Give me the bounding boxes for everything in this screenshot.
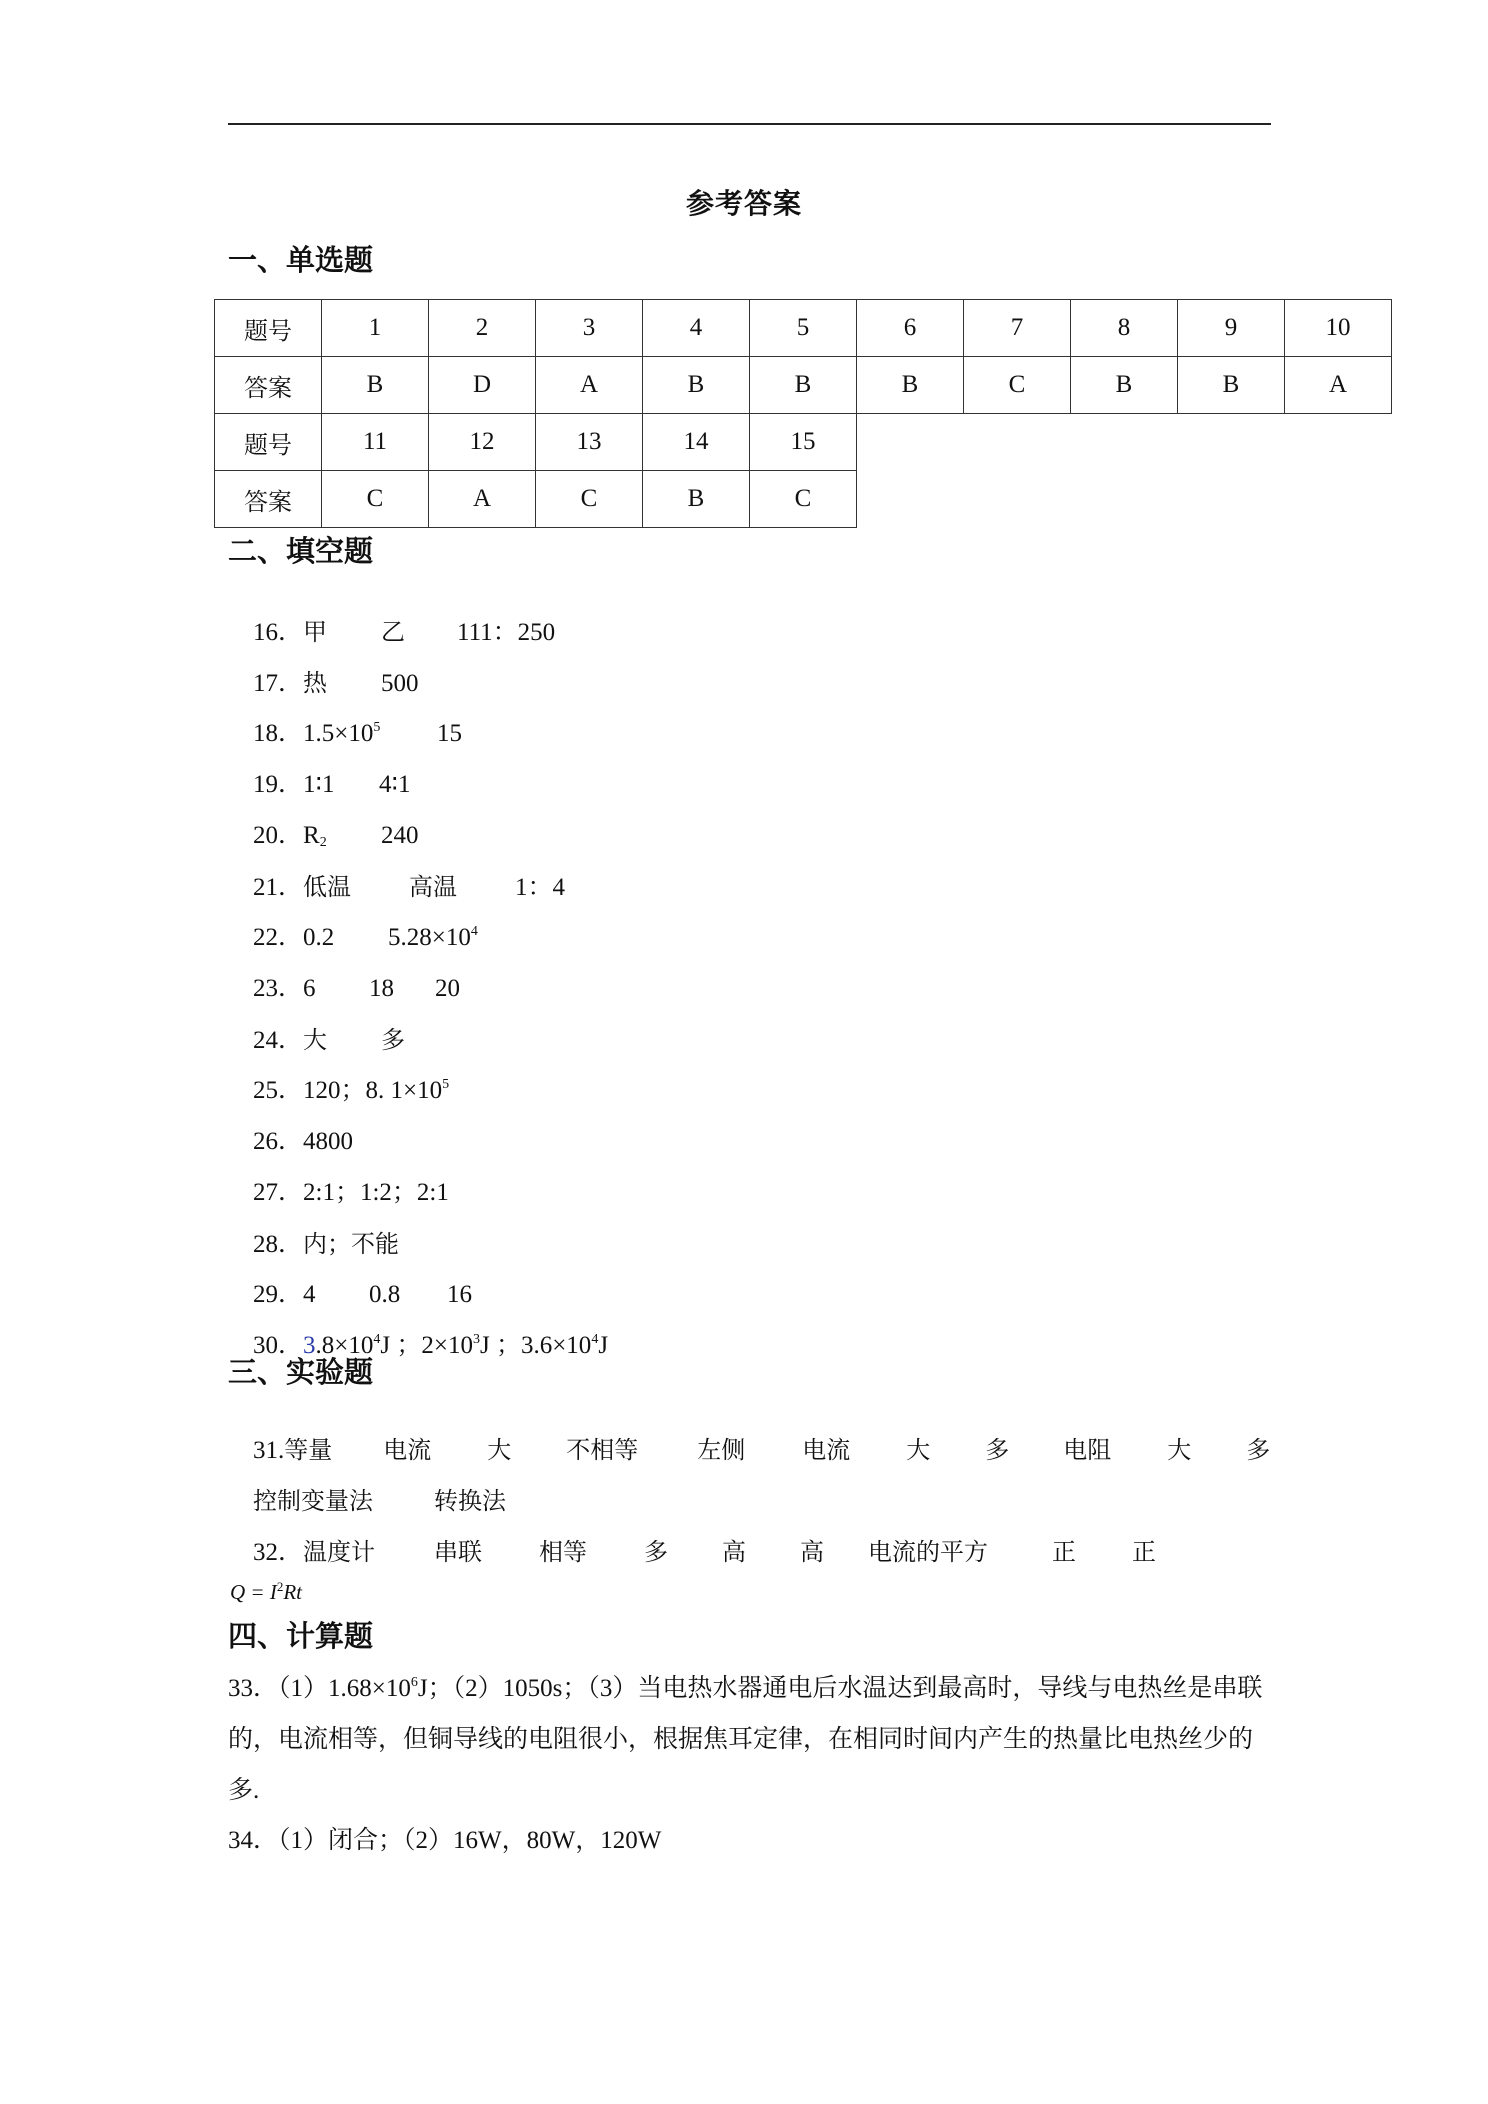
- answer-cell: B: [322, 357, 429, 414]
- question-number: 18．: [253, 720, 304, 747]
- question-number: 23．: [253, 975, 304, 1002]
- answer-cell: C: [536, 471, 643, 528]
- answer-item: 1：4: [515, 874, 566, 901]
- exponent: 5: [373, 720, 381, 735]
- answer-item: 大: [1167, 1436, 1192, 1464]
- answer-item: 热: [303, 669, 328, 697]
- answer-item: 多: [644, 1538, 669, 1566]
- question-number: 28．: [253, 1231, 304, 1258]
- exponent: 3: [472, 1332, 480, 1347]
- question-number: 32．: [253, 1539, 304, 1566]
- answer-cell: B: [1178, 357, 1285, 414]
- question-number: 22．: [253, 924, 304, 951]
- answer-item: 120；8. 1×10: [303, 1077, 443, 1104]
- answer-item: 温度计: [303, 1538, 376, 1566]
- answer-item: J: [598, 1332, 609, 1359]
- answer-item: 0.2: [303, 924, 335, 951]
- answer-item: 1∶1: [303, 771, 335, 798]
- answer-item: 240: [381, 822, 419, 849]
- answer-item: 0.8: [369, 1281, 401, 1308]
- question-number: 26．: [253, 1128, 304, 1155]
- answer-item: 4∶1: [379, 771, 411, 798]
- answer-item: 左侧: [697, 1436, 746, 1464]
- answer-item: 正: [1132, 1538, 1157, 1566]
- question-number-cell: 10: [1285, 300, 1392, 357]
- answer-item: 串联: [434, 1538, 483, 1566]
- answer-text: J；（2）1050s；（3）当电热水器通电后水温达到最高时，导线与电热丝是串联的，电流相等，但铜导线的电阻很小，根据焦耳定律，在相同时间内产生的热量比电热丝少的多.: [228, 1675, 1263, 1804]
- subscript: 2: [319, 835, 327, 850]
- answer-item: 20: [435, 975, 461, 1002]
- answer-cell: A: [536, 357, 643, 414]
- question-number-cell: 3: [536, 300, 643, 357]
- question-number-cell: 11: [322, 414, 429, 471]
- answer-cell: C: [750, 471, 857, 528]
- answer-item: 5.28×10: [388, 924, 471, 951]
- section-heading-calculation: 四、计算题: [228, 1619, 374, 1653]
- question-number: 27．: [253, 1179, 304, 1206]
- question-number: 31.: [253, 1437, 285, 1464]
- answer-item: 多: [381, 1026, 406, 1054]
- empty-cell: [857, 414, 1392, 471]
- answer-item: 4: [303, 1281, 316, 1308]
- answer-item: 电流: [383, 1436, 432, 1464]
- answer-item: 18: [369, 975, 395, 1002]
- question-number: 21．: [253, 874, 304, 901]
- answer-item: 16: [447, 1281, 473, 1308]
- question-number-cell: 5: [750, 300, 857, 357]
- answer-item: 1.5×10: [303, 720, 374, 747]
- answer-item: 转换法: [434, 1487, 506, 1515]
- empty-cell: [857, 471, 1392, 528]
- question-number: 19．: [253, 771, 304, 798]
- question-number-cell: 14: [643, 414, 750, 471]
- answer-item: 低温: [303, 873, 352, 901]
- answer-item: J ；2×10: [380, 1332, 473, 1359]
- answer-cell: B: [1071, 357, 1178, 414]
- answer-item: 大: [487, 1436, 512, 1464]
- answer-cell: C: [322, 471, 429, 528]
- question-number-cell: 15: [750, 414, 857, 471]
- page-title: 参考答案: [685, 187, 802, 220]
- answer-cell: B: [643, 357, 750, 414]
- header-rule: [228, 123, 1271, 125]
- answer-item: 乙: [381, 618, 406, 646]
- section-heading-experiment: 三、实验题: [228, 1355, 374, 1389]
- question-number-cell: 8: [1071, 300, 1178, 357]
- answer-item: 大: [906, 1436, 931, 1464]
- answer-item: 正: [1052, 1538, 1077, 1566]
- exponent: 4: [591, 1332, 599, 1347]
- answer-cell: D: [429, 357, 536, 414]
- answer-item: 大: [303, 1026, 328, 1054]
- formula-text: Q = I: [230, 1580, 277, 1604]
- question-number: 24．: [253, 1027, 304, 1054]
- formula-text: Rt: [283, 1580, 303, 1604]
- section-heading-single-choice: 一、单选题: [228, 243, 374, 277]
- single-choice-answer-table: [214, 299, 1392, 528]
- answer-item: .8×10: [315, 1332, 374, 1359]
- question-number-label: 题号: [215, 300, 322, 357]
- question-number-cell: 13: [536, 414, 643, 471]
- table-row: [215, 471, 1392, 528]
- question-number: 30．: [253, 1332, 304, 1359]
- answer-item: 控制变量法: [253, 1487, 373, 1515]
- exponent: 6: [410, 1675, 418, 1690]
- question-number-cell: 4: [643, 300, 750, 357]
- answer-item: 电流的平方: [868, 1538, 989, 1566]
- answer-item: 15: [437, 720, 463, 747]
- answer-item: 高温: [409, 873, 458, 901]
- answer-cell: A: [429, 471, 536, 528]
- question-number: 16．: [253, 619, 304, 646]
- exponent: 4: [470, 924, 478, 939]
- answer-label: 答案: [215, 471, 322, 528]
- answer-line-32: [228, 1507, 1156, 1598]
- answer-item: 2:1；1:2；2:1: [303, 1179, 449, 1206]
- answer-item: 3: [303, 1332, 316, 1359]
- question-number-label: 题号: [215, 414, 322, 471]
- exponent: 2: [276, 1579, 284, 1594]
- question-number: 20．: [253, 822, 304, 849]
- table-row: [215, 414, 1392, 471]
- answer-cell: B: [643, 471, 750, 528]
- answer-item: 内；不能: [303, 1230, 400, 1258]
- answer-item: J ；3.6×10: [479, 1332, 592, 1359]
- answer-item: 高: [722, 1538, 747, 1566]
- answer-item: 6: [303, 975, 316, 1002]
- question-number-cell: 9: [1178, 300, 1285, 357]
- exponent: 4: [373, 1332, 381, 1347]
- answer-paragraph-33: [228, 1663, 1273, 1816]
- question-number: 29．: [253, 1281, 304, 1308]
- answer-item: R: [303, 822, 320, 849]
- answer-item: 电阻: [1063, 1436, 1112, 1464]
- answer-item: 500: [381, 670, 419, 697]
- question-number: 25．: [253, 1077, 304, 1104]
- question-number-cell: 6: [857, 300, 964, 357]
- question-number-cell: 1: [322, 300, 429, 357]
- answer-item: 等量: [284, 1436, 333, 1464]
- answer-text: 33．（1）1.68×10: [228, 1675, 411, 1702]
- answer-item: 相等: [539, 1538, 588, 1566]
- answer-item: 不相等: [566, 1436, 639, 1464]
- answer-item: 111：250: [457, 619, 556, 646]
- answer-cell: B: [857, 357, 964, 414]
- answer-label: 答案: [215, 357, 322, 414]
- answer-item: 电流: [802, 1436, 851, 1464]
- answer-item: 多: [1246, 1436, 1271, 1464]
- question-number-cell: 7: [964, 300, 1071, 357]
- section-heading-fill-in: 二、填空题: [228, 534, 374, 568]
- table-row: [215, 357, 1392, 414]
- answer-line-34: 34．（1）闭合；（2）16W，80W，120W: [228, 1827, 662, 1854]
- answer-cell: C: [964, 357, 1071, 414]
- answer-cell: A: [1285, 357, 1392, 414]
- answer-item: 4800: [303, 1128, 354, 1155]
- question-number-cell: 2: [429, 300, 536, 357]
- question-number-cell: 12: [429, 414, 536, 471]
- answer-item: 甲: [303, 618, 328, 646]
- answer-item: 高: [800, 1538, 825, 1566]
- question-number: 17．: [253, 670, 304, 697]
- exponent: 5: [442, 1077, 450, 1092]
- table-row: [215, 300, 1392, 357]
- joule-law-formula: [230, 1580, 302, 1605]
- answer-cell: B: [750, 357, 857, 414]
- answer-item: 多: [985, 1436, 1010, 1464]
